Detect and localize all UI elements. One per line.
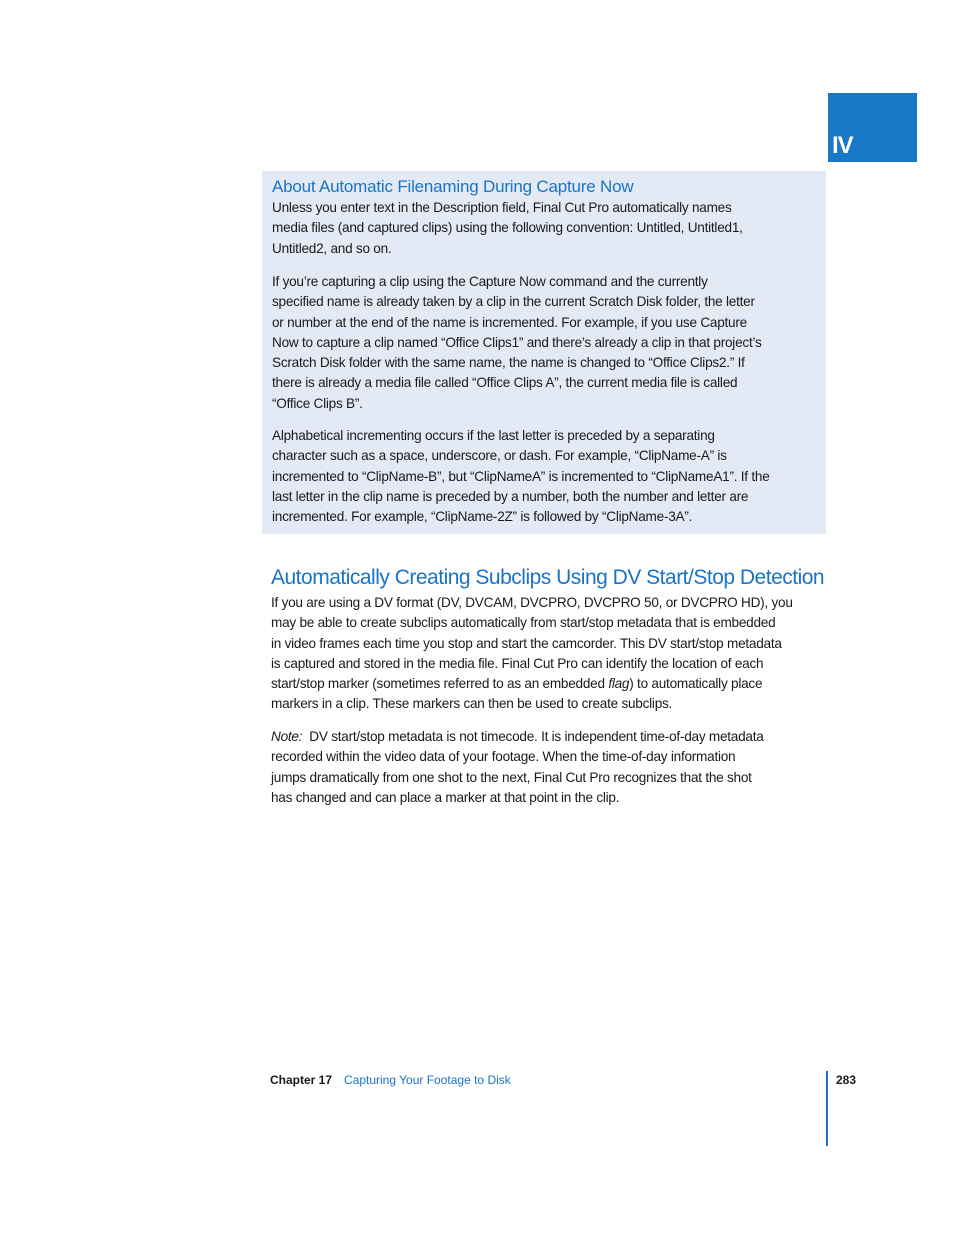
part-tab xyxy=(828,93,917,162)
text-line: character such as a space, underscore, or dash. For example, “ClipName-A” is xyxy=(272,448,727,464)
emphasis: flag xyxy=(608,676,630,692)
text-line xyxy=(271,727,764,747)
text-line: Unless you enter text in the Description field, Final Cut Pro automatically names xyxy=(272,200,732,215)
page-number: 283 xyxy=(836,1073,857,1087)
text-line: Untitled2, and so on. xyxy=(272,240,392,256)
sidebar-paragraph-3 xyxy=(272,426,770,527)
text-line xyxy=(271,674,793,694)
sidebar-heading: About Automatic Filenaming During Capture Now xyxy=(272,177,634,196)
note-paragraph xyxy=(271,727,764,808)
note-label: Note: xyxy=(271,729,303,744)
text-line: markers in a clip. These markers can then be used to create subclips. xyxy=(271,696,673,712)
text-line: may be able to create subclips automatically from start/stop metadata that is embedded xyxy=(271,615,776,631)
text-span: start/stop marker (sometimes referred to as an embedded xyxy=(271,676,609,692)
text-line: jumps dramatically from one shot to the next, Final Cut Pro recognizes that the shot xyxy=(271,769,752,785)
section-paragraph xyxy=(271,593,793,715)
text-line: recorded within the video data of your footage. When the time-of-day information xyxy=(271,749,736,765)
text-line: media files (and captured clips) using the following convention: Untitled, Untitled1, xyxy=(272,220,743,236)
footer-chapter: Chapter 17 xyxy=(270,1073,333,1087)
part-number: IV xyxy=(832,132,853,159)
text-line: Scratch Disk folder with the same name, the name is changed to “Office Clips2.” If xyxy=(272,355,745,371)
text-line: or number at the end of the name is incremented. For example, if you use Capture xyxy=(272,314,747,330)
text-line: is captured and stored in the media file. Final Cut Pro can identify the location of each xyxy=(271,655,764,671)
text-line: last letter in the clip name is preceded by a number, both the number and letter are xyxy=(272,488,749,504)
sidebar-paragraph-1 xyxy=(272,198,743,259)
text-span: DV start/stop metadata is not timecode. It is independent time-of-day metadata xyxy=(302,729,764,744)
footer-chapter-title[interactable]: Capturing Your Footage to Disk xyxy=(344,1073,511,1087)
text-line: If you are using a DV format (DV, DVCAM, DVCPRO, DVCPRO 50, or DVCPRO HD), you xyxy=(271,595,793,610)
text-line: has changed and can place a marker at that point in the clip. xyxy=(271,789,620,805)
text-span: ) to automatically place xyxy=(629,676,763,692)
text-line: specified name is already taken by a clip in the current Scratch Disk folder, the letter xyxy=(272,294,755,310)
text-line: Now to capture a clip named “Office Clips1” and there’s already a clip in that project’s xyxy=(272,334,762,350)
text-line: in video frames each time you stop and start the camcorder. This DV start/stop metadata xyxy=(271,635,782,651)
text-line: “Office Clips B”. xyxy=(272,395,363,411)
text-line: there is already a media file called “Office Clips A”, the current media file is called xyxy=(272,375,738,391)
text-line: Alphabetical incrementing occurs if the last letter is preceded by a separating xyxy=(272,428,715,443)
text-line: incremented to “ClipName-B”, but “ClipNameA” is incremented to “ClipNameA1”. If the xyxy=(272,468,770,484)
text-line: incremented. For example, “ClipName-2Z” is followed by “ClipName-3A”. xyxy=(272,509,693,525)
sidebar-paragraph-2 xyxy=(272,272,762,414)
text-line: If you’re capturing a clip using the Capture Now command and the currently xyxy=(272,274,708,289)
footer-divider xyxy=(826,1071,828,1146)
section-heading: Automatically Creating Subclips Using DV Start/Stop Detection xyxy=(271,566,825,589)
